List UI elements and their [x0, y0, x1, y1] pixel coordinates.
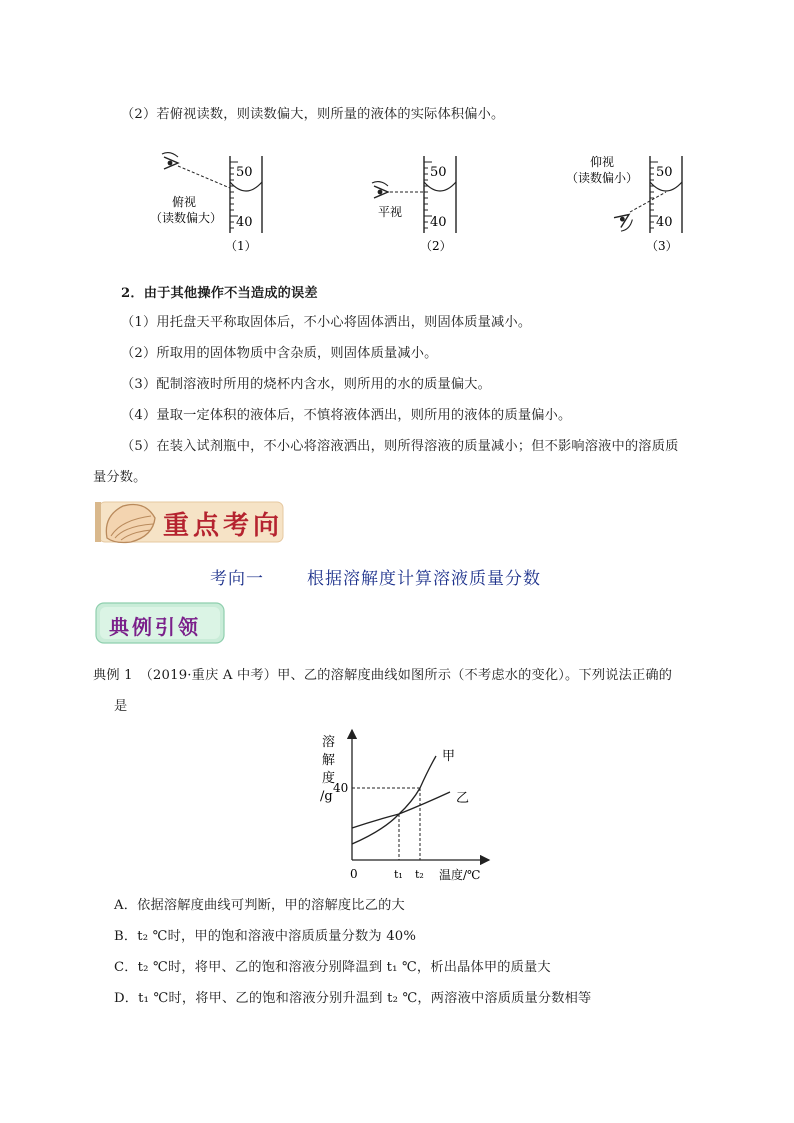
- banner-title: 重点考向: [163, 511, 284, 541]
- figure-2: [372, 156, 456, 253]
- scale-bottom-label: 40: [430, 215, 447, 230]
- example-banner-title: 典例引领: [109, 615, 201, 639]
- shell-icon: [101, 498, 161, 546]
- series-label-yi: 乙: [456, 791, 470, 806]
- meniscus: [650, 182, 682, 191]
- section-2-title: 2．由于其他操作不当造成的误差: [121, 286, 318, 301]
- example-question-line1: 典例 1 （2019·重庆 A 中考）甲、乙的溶解度曲线如图所示（不考虑水的变化）。下列说法正确的: [93, 668, 673, 683]
- sight-line: [630, 192, 666, 212]
- scale-bottom-label: 40: [656, 215, 673, 230]
- scale-top-label: 50: [430, 165, 447, 180]
- figure-3: [566, 155, 682, 253]
- y-axis-label-char: 溶: [322, 735, 336, 750]
- x-axis-label: 温度/℃: [439, 868, 481, 882]
- x-tick-label-t1: t₁: [394, 868, 403, 881]
- example-banner: [95, 602, 227, 646]
- eye-icon: [372, 182, 388, 198]
- series-label-jia: 甲: [442, 749, 456, 764]
- scale-bottom-label: 40: [236, 215, 253, 230]
- fig3-caption: （3）: [646, 239, 678, 253]
- option-b: B．t₂ ℃时，甲的饱和溶液中溶质质量分数为 40%: [114, 929, 417, 944]
- fig3-label-line1: 仰视: [590, 155, 615, 169]
- fig1-label-line1: 俯视: [172, 195, 197, 209]
- y-axis-label-char: 解: [322, 753, 336, 768]
- paragraph-item-2: （2）若俯视读数，则读数偏大，则所量的液体的实际体积偏小。: [121, 107, 505, 122]
- fig2-caption: （2）: [420, 239, 452, 253]
- sight-line: [178, 166, 230, 188]
- section-banner: [95, 496, 285, 548]
- list-item: （1）用托盘天平称取固体后，不小心将固体洒出，则固体质量减小。: [121, 315, 532, 330]
- list-item: （4）量取一定体积的液体后，不慎将液体洒出，则所用的液体的质量偏小。: [121, 408, 572, 423]
- fig2-label: 平视: [378, 205, 403, 219]
- curve-jia: [352, 756, 436, 844]
- eye-icon: [162, 153, 178, 169]
- list-item: （3）配制溶液时所用的烧杯内含水，则所用的水的质量偏大。: [121, 377, 492, 392]
- list-item: （5）在装入试剂瓶中，不小心将溶液洒出，则所得溶液的质量减小；但不影响溶液中的溶质质: [121, 439, 679, 454]
- eye-icon: [612, 210, 635, 233]
- fig3-label-line2: （读数偏小）: [566, 171, 639, 185]
- y-axis-label-char: /g: [320, 789, 333, 804]
- solubility-chart: [314, 726, 494, 886]
- option-a: A．依据溶解度曲线可判断，甲的溶解度比乙的大: [114, 898, 405, 913]
- section-heading-prefix: 考向一: [210, 569, 264, 589]
- scale-top-label: 50: [236, 165, 253, 180]
- origin-label: 0: [350, 867, 358, 881]
- option-d: D．t₁ ℃时，将甲、乙的饱和溶液分别升温到 t₂ ℃，两溶液中溶质质量分数相等: [114, 991, 592, 1006]
- list-item-continuation: 量分数。: [93, 470, 147, 485]
- scale-top-label: 50: [656, 165, 673, 180]
- meniscus: [230, 182, 262, 191]
- figure-1: [150, 153, 262, 253]
- curve-yi: [352, 792, 450, 828]
- fig1-caption: （1）: [225, 239, 257, 253]
- x-tick-label-t2: t₂: [415, 868, 424, 881]
- y-axis-label-char: 度: [322, 771, 336, 786]
- meniscus: [424, 182, 456, 191]
- fig1-label-line2: （读数偏大）: [150, 211, 223, 225]
- y-tick-label-40: 40: [333, 781, 349, 795]
- example-question-line2: 是: [114, 699, 128, 714]
- option-c: C．t₂ ℃时，将甲、乙的饱和溶液分别降温到 t₁ ℃，析出晶体甲的质量大: [114, 960, 551, 975]
- section-heading-title: 根据溶解度计算溶液质量分数: [307, 569, 541, 589]
- cylinder-reading-diagrams: [150, 148, 710, 260]
- list-item: （2）所取用的固体物质中含杂质，则固体质量减小。: [121, 346, 438, 361]
